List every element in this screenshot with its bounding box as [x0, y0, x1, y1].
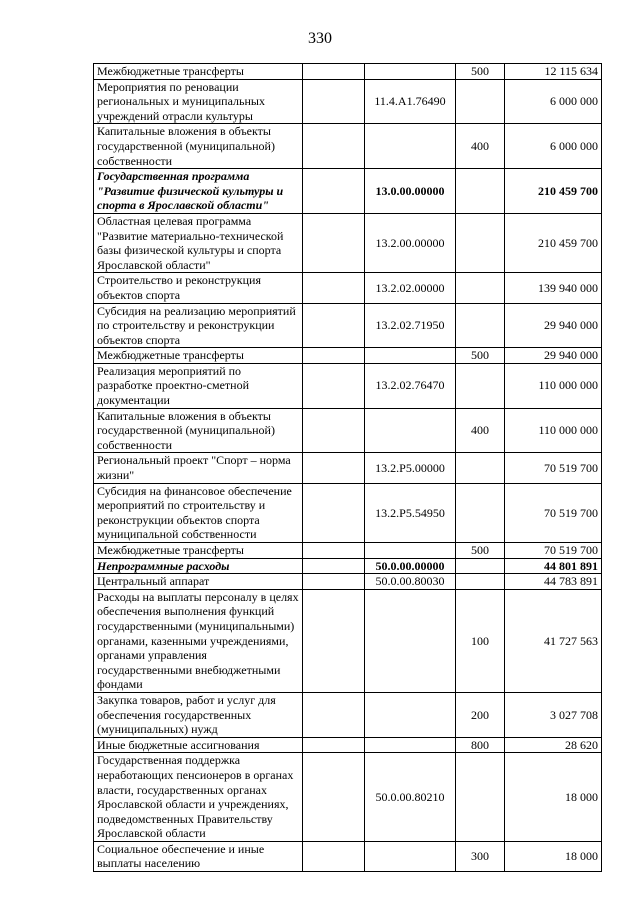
- row-type-cell: [456, 79, 505, 124]
- table-row: [94, 213, 602, 272]
- table-row: [94, 753, 602, 842]
- row-code-cell: 13.2.P5.54950: [365, 483, 456, 542]
- row-amount-cell: 44 783 891: [505, 574, 602, 590]
- table-row: [94, 64, 602, 80]
- row-name-cell: Государственная программа "Развитие физической культуры и спорта в Ярославской области": [94, 169, 303, 214]
- row-name-cell: Реализация мероприятий по разработке проектно-сметной документации: [94, 363, 303, 408]
- row-amount-cell: 110 000 000: [505, 408, 602, 453]
- row-empty-cell: [303, 574, 365, 590]
- row-code-cell: [365, 543, 456, 559]
- row-amount-cell: 110 000 000: [505, 363, 602, 408]
- table-row: [94, 589, 602, 692]
- row-code-cell: 50.0.00.80210: [365, 753, 456, 842]
- row-amount-cell: 18 000: [505, 753, 602, 842]
- row-code-cell: [365, 589, 456, 692]
- row-name-cell: Мероприятия по реновации региональных и муниципальных учреждений отрасли культуры: [94, 79, 303, 124]
- row-name-cell: Центральный аппарат: [94, 574, 303, 590]
- row-code-cell: 11.4.A1.76490: [365, 79, 456, 124]
- row-name-cell: Расходы на выплаты персоналу в целях обеспечения выполнения функций государственными (муниципальными) органами, казенными учреждениями, органами управления государственными внебюджетными фондами: [94, 589, 303, 692]
- row-amount-cell: 210 459 700: [505, 213, 602, 272]
- row-empty-cell: [303, 841, 365, 871]
- row-empty-cell: [303, 558, 365, 574]
- table-row: [94, 273, 602, 303]
- budget-table-body: [94, 64, 602, 872]
- row-name-cell: Межбюджетные трансферты: [94, 64, 303, 80]
- table-row: [94, 169, 602, 214]
- row-type-cell: 100: [456, 589, 505, 692]
- table-row: [94, 692, 602, 737]
- table-row: [94, 79, 602, 124]
- table-row: [94, 574, 602, 590]
- row-amount-cell: 29 940 000: [505, 348, 602, 364]
- row-type-cell: [456, 303, 505, 348]
- table-row: [94, 363, 602, 408]
- row-amount-cell: 3 027 708: [505, 692, 602, 737]
- row-name-cell: Капитальные вложения в объекты государственной (муниципальной) собственности: [94, 124, 303, 169]
- table-row: [94, 543, 602, 559]
- table-row: [94, 841, 602, 871]
- budget-table: [93, 63, 602, 872]
- row-amount-cell: 6 000 000: [505, 79, 602, 124]
- row-empty-cell: [303, 543, 365, 559]
- row-amount-cell: 18 000: [505, 841, 602, 871]
- row-empty-cell: [303, 737, 365, 753]
- row-empty-cell: [303, 273, 365, 303]
- row-code-cell: 50.0.00.80030: [365, 574, 456, 590]
- row-empty-cell: [303, 64, 365, 80]
- table-row: [94, 737, 602, 753]
- row-amount-cell: 70 519 700: [505, 453, 602, 483]
- row-empty-cell: [303, 408, 365, 453]
- row-code-cell: [365, 841, 456, 871]
- row-name-cell: Межбюджетные трансферты: [94, 348, 303, 364]
- row-type-cell: 500: [456, 348, 505, 364]
- row-amount-cell: 12 115 634: [505, 64, 602, 80]
- row-empty-cell: [303, 692, 365, 737]
- row-empty-cell: [303, 79, 365, 124]
- row-name-cell: Непрограммные расходы: [94, 558, 303, 574]
- row-code-cell: [365, 408, 456, 453]
- row-name-cell: Субсидия на реализацию мероприятий по строительству и реконструкции объектов спорта: [94, 303, 303, 348]
- row-type-cell: 800: [456, 737, 505, 753]
- row-type-cell: 200: [456, 692, 505, 737]
- page-number: 330: [308, 30, 332, 47]
- row-amount-cell: 139 940 000: [505, 273, 602, 303]
- table-row: [94, 483, 602, 542]
- row-type-cell: [456, 453, 505, 483]
- row-code-cell: [365, 737, 456, 753]
- table-row: [94, 453, 602, 483]
- row-name-cell: Региональный проект "Спорт – норма жизни": [94, 453, 303, 483]
- row-code-cell: 13.2.P5.00000: [365, 453, 456, 483]
- row-code-cell: [365, 692, 456, 737]
- row-type-cell: [456, 558, 505, 574]
- row-name-cell: Закупка товаров, работ и услуг для обеспечения государственных (муниципальных) нужд: [94, 692, 303, 737]
- row-amount-cell: 28 620: [505, 737, 602, 753]
- row-type-cell: [456, 213, 505, 272]
- row-type-cell: [456, 753, 505, 842]
- row-code-cell: 13.2.02.71950: [365, 303, 456, 348]
- row-type-cell: 400: [456, 408, 505, 453]
- row-type-cell: [456, 574, 505, 590]
- table-row: [94, 303, 602, 348]
- row-name-cell: Государственная поддержка неработающих пенсионеров в органах власти, государственных органах Ярославской области и учреждениях, подведомственных Правительству Ярославской области: [94, 753, 303, 842]
- row-amount-cell: 41 727 563: [505, 589, 602, 692]
- row-empty-cell: [303, 483, 365, 542]
- row-empty-cell: [303, 589, 365, 692]
- row-code-cell: 13.2.02.00000: [365, 273, 456, 303]
- table-row: [94, 408, 602, 453]
- row-type-cell: 300: [456, 841, 505, 871]
- row-amount-cell: 44 801 891: [505, 558, 602, 574]
- row-code-cell: 13.0.00.00000: [365, 169, 456, 214]
- row-empty-cell: [303, 169, 365, 214]
- row-type-cell: [456, 483, 505, 542]
- table-row: [94, 558, 602, 574]
- row-code-cell: 13.2.02.76470: [365, 363, 456, 408]
- row-code-cell: 50.0.00.00000: [365, 558, 456, 574]
- row-code-cell: 13.2.00.00000: [365, 213, 456, 272]
- row-code-cell: [365, 124, 456, 169]
- row-name-cell: Строительство и реконструкция объектов спорта: [94, 273, 303, 303]
- row-type-cell: 500: [456, 543, 505, 559]
- row-code-cell: [365, 64, 456, 80]
- table-row: [94, 124, 602, 169]
- row-empty-cell: [303, 213, 365, 272]
- row-name-cell: Межбюджетные трансферты: [94, 543, 303, 559]
- row-empty-cell: [303, 124, 365, 169]
- row-name-cell: Социальное обеспечение и иные выплаты населению: [94, 841, 303, 871]
- row-empty-cell: [303, 453, 365, 483]
- row-empty-cell: [303, 348, 365, 364]
- row-amount-cell: 6 000 000: [505, 124, 602, 169]
- row-name-cell: Иные бюджетные ассигнования: [94, 737, 303, 753]
- row-amount-cell: 210 459 700: [505, 169, 602, 214]
- row-type-cell: [456, 169, 505, 214]
- row-amount-cell: 70 519 700: [505, 543, 602, 559]
- row-empty-cell: [303, 303, 365, 348]
- row-type-cell: 500: [456, 64, 505, 80]
- row-amount-cell: 29 940 000: [505, 303, 602, 348]
- row-empty-cell: [303, 363, 365, 408]
- row-name-cell: Областная целевая программа "Развитие материально-технической базы физической культуры и спорта Ярославской области": [94, 213, 303, 272]
- row-code-cell: [365, 348, 456, 364]
- row-type-cell: [456, 363, 505, 408]
- row-type-cell: 400: [456, 124, 505, 169]
- row-empty-cell: [303, 753, 365, 842]
- row-type-cell: [456, 273, 505, 303]
- row-name-cell: Капитальные вложения в объекты государственной (муниципальной) собственности: [94, 408, 303, 453]
- row-name-cell: Субсидия на финансовое обеспечение мероприятий по строительству и реконструкции объектов спорта муниципальной собственности: [94, 483, 303, 542]
- row-amount-cell: 70 519 700: [505, 483, 602, 542]
- table-row: [94, 348, 602, 364]
